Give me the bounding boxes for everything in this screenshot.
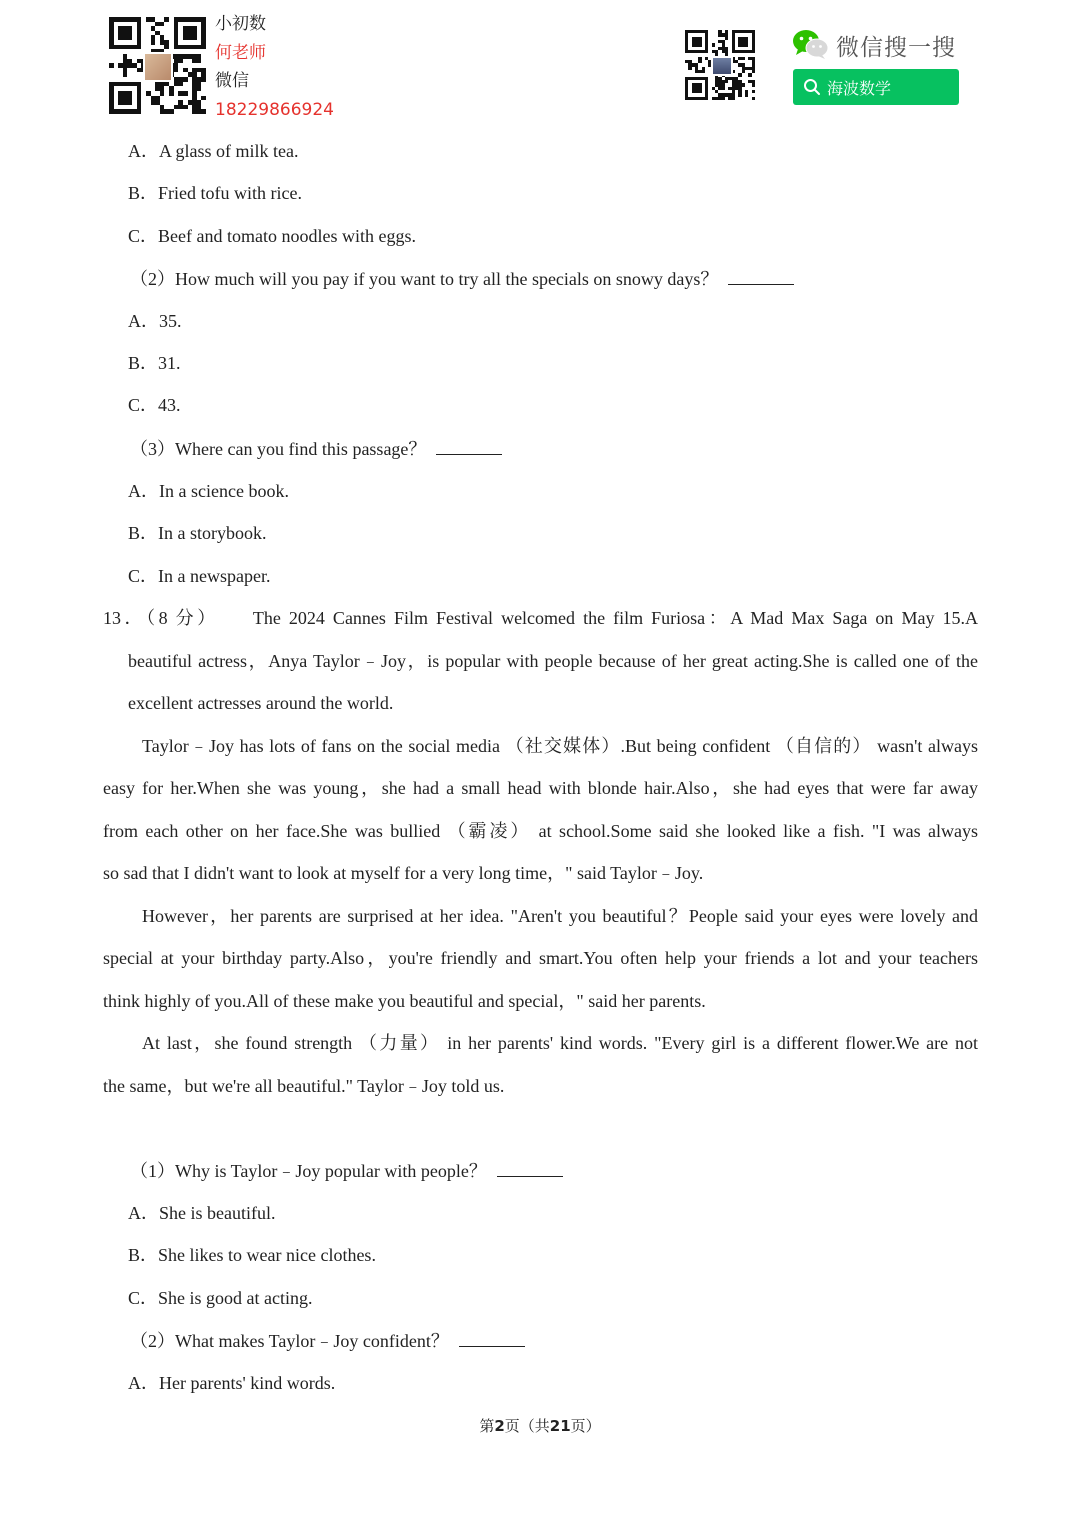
passage-line: think highly of you.All of these make you beautiful and special，" said her parents.	[103, 991, 706, 1011]
sub-question-text: （2）How much will you pay if you want to try all the specials on snowy days？	[130, 269, 719, 289]
passage-line: However，her parents are surprised at her idea. "Aren't you beautiful？People said your eyes were lovely and	[142, 906, 978, 926]
contact-line-4: 18229866924	[215, 99, 334, 120]
passage-line: special at your birthday party.Also，you're friendly and smart.You often help your friends a lot and your teachers	[103, 948, 978, 968]
qr-center-image	[711, 56, 733, 76]
passage-line: so sad that I didn't want to look at myself for a very long time，" said Taylor﹣Joy.	[103, 863, 704, 883]
option-text: C．She is good at acting.	[128, 1288, 313, 1308]
option-text: A．In a science book.	[128, 481, 289, 501]
answer-blank[interactable]	[436, 436, 502, 455]
passage-line: the same，but we're all beautiful." Taylor﹣Joy told us.	[103, 1076, 505, 1096]
option-text: C．Beef and tomato noodles with eggs.	[128, 226, 416, 246]
contact-line-1: 小初数	[215, 14, 266, 34]
option-text: B．Fried tofu with rice.	[128, 183, 302, 203]
contact-info	[215, 10, 334, 124]
wechat-search-label: 微信搜一搜	[836, 35, 956, 61]
passage-line: easy for her.When she was young，she had a small head with blonde hair.Also，she had eyes that were far away	[103, 778, 978, 798]
page-header	[0, 0, 1080, 125]
search-icon	[803, 78, 821, 96]
search-button-label: 海波数学	[827, 78, 892, 98]
sub-question-text: （1）Why is Taylor﹣Joy popular with people？	[130, 1161, 487, 1181]
sub-question	[130, 436, 502, 461]
answer-blank[interactable]	[728, 266, 794, 285]
passage-line: beautiful actress，Anya Taylor﹣Joy，is popular with people because of her great acting.She is called one of the	[128, 651, 978, 671]
passage-line: from each other on her face.She was bullied （霸凌） at school.Some said she looked like a fish. "I was always	[103, 821, 978, 841]
passage-line: excellent actresses around the world.	[128, 693, 394, 713]
answer-blank[interactable]	[497, 1158, 563, 1177]
option-text: A．Her parents' kind words.	[128, 1373, 336, 1393]
passage-line: 13．（8 分） The 2024 Cannes Film Festival welcomed the film Furiosa：A Mad Max Saga on May 15.A	[103, 608, 978, 628]
sub-question-text: （3）Where can you find this passage？	[130, 439, 427, 459]
page-footer	[0, 1415, 1080, 1436]
page-total: 21	[549, 1417, 571, 1435]
option-text: A．A glass of milk tea.	[128, 141, 299, 161]
sub-question	[130, 1328, 525, 1353]
passage-line: At last，she found strength （力量） in her parents' kind words. "Every girl is a different flower.We are not	[142, 1033, 978, 1053]
footer-suffix: 页）	[570, 1417, 601, 1435]
option-text: C．In a newspaper.	[128, 566, 271, 586]
search-button[interactable]	[793, 69, 959, 105]
option-text: A．35.	[128, 311, 182, 331]
option-text: B．31.	[128, 353, 181, 373]
sub-question	[130, 266, 794, 291]
option-text: B．She likes to wear nice clothes.	[128, 1245, 376, 1265]
option-text: C．43.	[128, 395, 181, 415]
wechat-icon	[791, 28, 829, 60]
footer-prefix: 第	[479, 1417, 495, 1435]
sub-question	[130, 1158, 563, 1183]
contact-line-3: 微信	[215, 71, 249, 91]
option-text: A．She is beautiful.	[128, 1203, 276, 1223]
sub-question-text: （2）What makes Taylor﹣Joy confident？	[130, 1331, 449, 1351]
answer-blank[interactable]	[459, 1328, 525, 1347]
page-number: 2	[494, 1417, 505, 1435]
contact-line-2: 何老师	[215, 42, 266, 63]
passage-line: Taylor﹣Joy has lots of fans on the social media （社交媒体）.But being confident （自信的） wasn't always	[142, 736, 978, 756]
footer-middle: 页（共	[504, 1417, 550, 1435]
qr-avatar	[143, 52, 173, 82]
option-text: B．In a storybook.	[128, 523, 267, 543]
